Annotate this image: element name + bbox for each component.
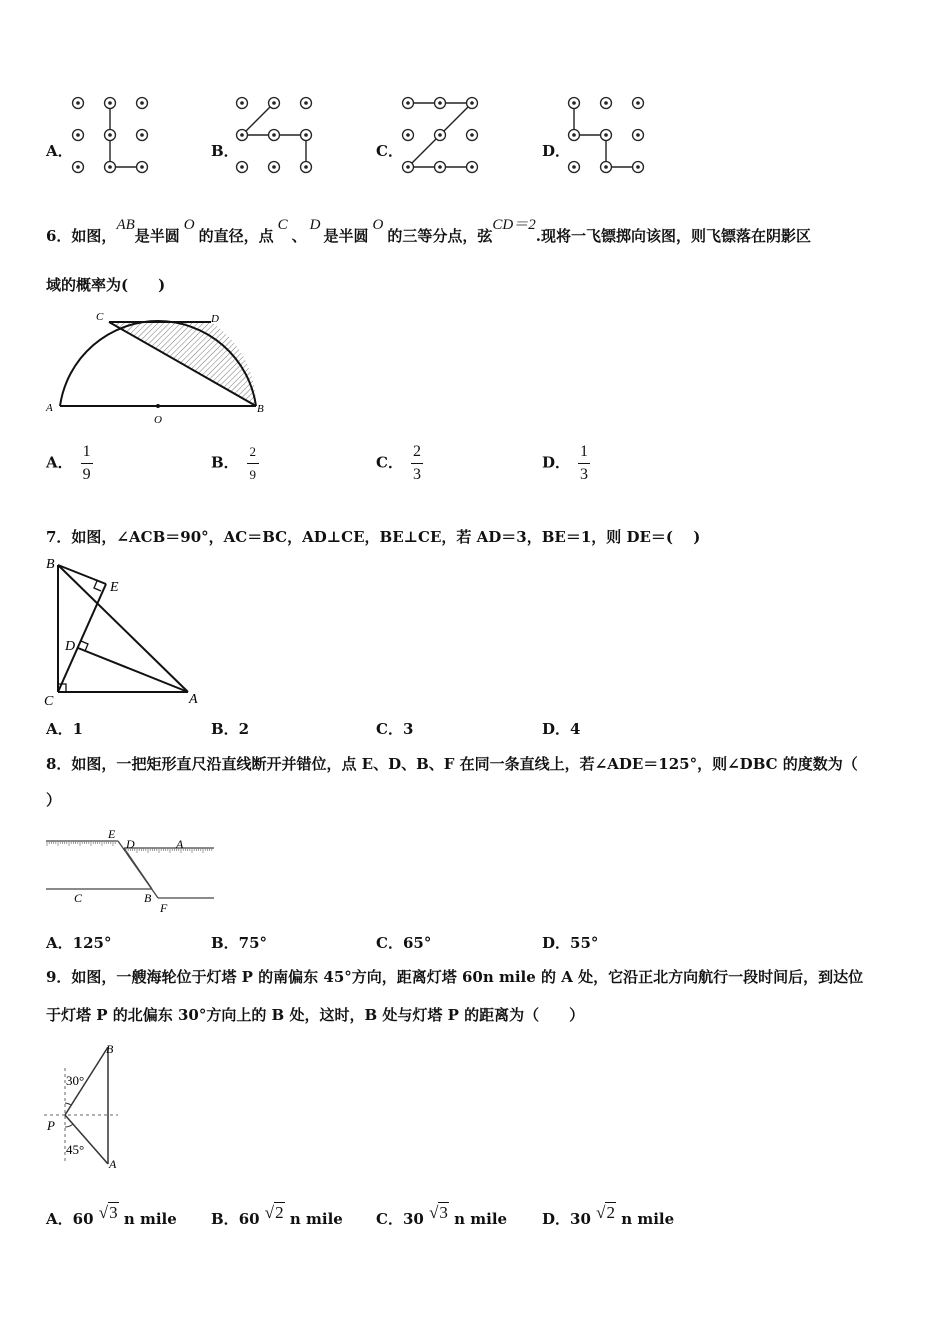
q5-figure-b <box>234 95 324 180</box>
grid-dot-center <box>572 133 576 137</box>
q7-label-b: B <box>46 557 55 572</box>
grid-dot-center <box>572 101 576 105</box>
q7-label-c: C <box>44 694 54 709</box>
q9-option-d: D．30 √2 n mile <box>542 1203 675 1228</box>
grid-dot-center <box>304 133 308 137</box>
grid-dot-center <box>470 133 474 137</box>
q6-question-line1: 6．如图，AB是半圆O的直径，点C、D是半圆O的三等分点，弦CD＝2.现将一飞镖掷向该图，则飞镖落在阴影区 <box>46 217 811 245</box>
grid-dot-center <box>406 133 410 137</box>
q8-option-d: D．55° <box>542 934 599 952</box>
grid-dot-center <box>438 165 442 169</box>
q8-label-b: B <box>144 891 152 905</box>
q7-label-e: E <box>110 580 119 595</box>
grid-dot-center <box>108 133 112 137</box>
grid-dot-center <box>76 133 80 137</box>
grid-dot-center <box>438 133 442 137</box>
q5-option-a-label: A． <box>46 142 73 160</box>
grid-dot-center <box>304 165 308 169</box>
grid-dot-center <box>470 101 474 105</box>
q5-figure-d <box>566 95 656 180</box>
q6-semicircle-figure <box>40 305 280 430</box>
q6-question-line2: 域的概率为( ) <box>46 276 166 294</box>
grid-dot-center <box>604 165 608 169</box>
q6-label-c: C <box>96 311 104 323</box>
q6-option-a: A． $\frac{1}{9}$ <box>46 443 91 483</box>
grid-dot-center <box>304 101 308 105</box>
q9-label-b: B <box>106 1042 114 1056</box>
q8-question-line1: 8．如图，一把矩形直尺沿直线断开并错位，点 E、D、B、F 在同一条直线上，若∠ADE＝125°，则∠DBC 的度数为（ <box>46 755 858 773</box>
grid-dot-center <box>240 165 244 169</box>
grid-dot-center <box>438 101 442 105</box>
q5-option-c-label: C． <box>376 142 403 160</box>
grid-segment <box>440 103 472 135</box>
q5-option-b-label: B． <box>211 142 239 160</box>
grid-segment <box>242 103 274 135</box>
grid-dot-center <box>76 101 80 105</box>
q9-compass-figure <box>40 1040 130 1172</box>
q7-option-c: C．3 <box>376 720 414 738</box>
grid-dot-center <box>108 101 112 105</box>
q9-label-45: 45° <box>66 1142 85 1157</box>
q6-label-o: O <box>154 414 162 426</box>
grid-dot-center <box>604 101 608 105</box>
grid-dot-center <box>272 133 276 137</box>
q9-label-p: P <box>47 1118 55 1133</box>
q7-option-b: B．2 <box>211 720 250 738</box>
grid-dot-center <box>140 133 144 137</box>
q9-question-line1: 9．如图，一艘海轮位于灯塔 P 的南偏东 45°方向，距离灯塔 60n mile 的 A 处，它沿正北方向航行一段时间后，到达位 <box>46 968 864 986</box>
q5-figure-a <box>70 95 160 180</box>
q7-triangle-figure <box>40 555 210 710</box>
q5-option-d-label: D． <box>542 142 571 160</box>
grid-dot-center <box>76 165 80 169</box>
q7-option-a: A．1 <box>46 720 84 738</box>
q9-label-30: 30° <box>66 1073 85 1088</box>
q8-label-a: A <box>176 837 184 851</box>
q7-option-d: D．4 <box>542 720 581 738</box>
grid-dot-center <box>636 101 640 105</box>
q8-label-c: C <box>74 891 83 905</box>
grid-dot-center <box>406 101 410 105</box>
grid-segment <box>408 135 440 167</box>
grid-dot-center <box>406 165 410 169</box>
q6-option-b: B． $\frac{2}{9}$ <box>211 443 259 484</box>
q8-option-b: B．75° <box>211 934 268 952</box>
q7-label-a: A <box>189 692 198 707</box>
grid-dot-center <box>140 165 144 169</box>
q8-ruler-figure <box>40 825 220 920</box>
q9-label-a: A <box>109 1157 117 1171</box>
q7-label-d: D <box>65 639 76 654</box>
grid-dot-center <box>240 101 244 105</box>
grid-dot-center <box>470 165 474 169</box>
grid-dot-center <box>636 165 640 169</box>
q6-option-d: D． $\frac{1}{3}$ <box>542 443 589 483</box>
q9-option-c: C．30 √3 n mile <box>376 1203 508 1228</box>
q6-label-a: A <box>46 402 53 414</box>
q6-label-b: B <box>257 403 264 415</box>
grid-dot-center <box>604 133 608 137</box>
q8-option-a: A．125° <box>46 934 112 952</box>
grid-dot-center <box>140 101 144 105</box>
grid-dot-center <box>240 133 244 137</box>
q8-question-line2: ） <box>46 791 62 809</box>
q6-option-c: C． $\frac{2}{3}$ <box>376 443 421 483</box>
grid-dot-center <box>108 165 112 169</box>
q9-option-a: A．60 √3 n mile <box>46 1203 177 1228</box>
q9-question-line2: 于灯塔 P 的北偏东 30°方向上的 B 处，这时，B 处与灯塔 P 的距离为（ ） <box>46 1006 585 1024</box>
q8-option-c: C．65° <box>376 934 432 952</box>
q5-figure-c <box>400 95 490 180</box>
q8-label-e: E <box>108 827 116 841</box>
grid-dot-center <box>636 133 640 137</box>
grid-dot-center <box>272 165 276 169</box>
grid-dot-center <box>272 101 276 105</box>
q9-option-b: B．60 √2 n mile <box>211 1203 343 1228</box>
q7-question: 7．如图，∠ACB＝90°，AC＝BC，AD⊥CE，BE⊥CE，若 AD＝3，BE＝1，则 DE＝( ) <box>46 528 701 546</box>
q8-label-d: D <box>126 837 135 851</box>
q6-label-d: D <box>211 313 219 325</box>
grid-dot-center <box>572 165 576 169</box>
q8-label-f: F <box>160 901 168 915</box>
